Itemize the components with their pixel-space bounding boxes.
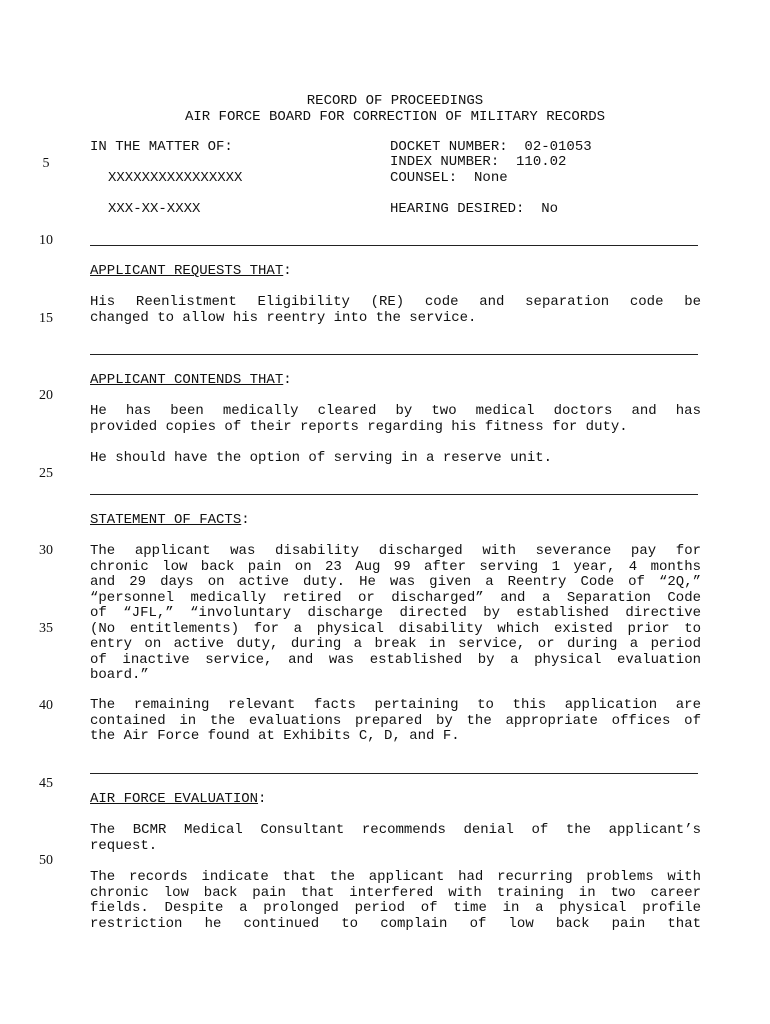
- text-line: of inactive service, and was established by a physical evaluation: [90, 651, 701, 668]
- contends-paragraph-1: [90, 404, 701, 435]
- line-number: 25: [39, 466, 53, 481]
- counsel: COUNSEL: None: [390, 170, 508, 186]
- evaluation-paragraph-1: [90, 823, 701, 854]
- heading-text: APPLICANT CONTENDS THAT: [90, 372, 284, 388]
- section-heading-contends: [90, 373, 292, 389]
- text-line: changed to allow his reentry into the service.: [90, 309, 477, 326]
- index-number: INDEX NUMBER: 110.02: [390, 154, 567, 170]
- facts-paragraph-2: [90, 698, 701, 745]
- line-number: 30: [39, 543, 53, 558]
- line-number: 15: [39, 311, 53, 326]
- line-number: 45: [39, 776, 53, 791]
- section-divider: [90, 354, 698, 355]
- section-heading-facts: [90, 513, 250, 529]
- section-heading-evaluation: [90, 792, 266, 808]
- hearing-desired: HEARING DESIRED: No: [390, 201, 559, 217]
- text-line: chronic low back pain that interfered with training in two career: [90, 884, 701, 901]
- text-line: His Reenlistment Eligibility (RE) code and separation code be: [90, 294, 701, 310]
- document-subtitle: AIR FORCE BOARD FOR CORRECTION OF MILITARY RECORDS: [184, 109, 606, 125]
- text-line: the Air Force found at Exhibits C, D, and F.: [90, 728, 460, 744]
- line-number: 5: [42, 156, 50, 171]
- heading-text: STATEMENT OF FACTS: [90, 512, 242, 528]
- facts-paragraph-1: [90, 544, 701, 684]
- text-line: The BCMR Medical Consultant recommends denial of the applicant’s: [90, 822, 701, 838]
- section-divider: [90, 494, 698, 495]
- text-line: (No entitlements) for a physical disability which existed prior to: [90, 620, 701, 637]
- text-line: “personnel medically retired or discharged” and a Separation Code: [90, 589, 701, 606]
- line-number: 50: [39, 853, 53, 868]
- line-number: 10: [39, 233, 53, 248]
- text-line: of “JFL,” “involuntary discharge directed by established directive: [90, 605, 701, 621]
- docket-number: DOCKET NUMBER: 02-01053: [390, 139, 592, 155]
- matter-label: IN THE MATTER OF:: [90, 139, 233, 155]
- heading-colon: :: [283, 372, 292, 388]
- evaluation-paragraph-2: [90, 870, 701, 932]
- text-line: contained in the evaluations prepared by the appropriate offices of: [90, 712, 701, 729]
- text-line: He has been medically cleared by two medical doctors and has: [90, 403, 701, 419]
- text-line: The records indicate that the applicant had recurring problems with: [90, 869, 701, 885]
- heading-colon: :: [241, 512, 250, 528]
- text-line: The remaining relevant facts pertaining to this application are: [90, 697, 701, 713]
- applicant-ssn: XXX-XX-XXXX: [108, 201, 201, 217]
- text-line: provided copies of their reports regarding his fitness for duty.: [90, 418, 628, 435]
- section-divider: [90, 245, 698, 246]
- heading-text: APPLICANT REQUESTS THAT: [90, 263, 284, 279]
- line-number: 40: [39, 698, 53, 713]
- applicant-name: XXXXXXXXXXXXXXXX: [108, 170, 243, 186]
- line-number: 20: [39, 388, 53, 403]
- requests-paragraph: [90, 295, 701, 326]
- heading-colon: :: [258, 791, 267, 807]
- text-line: fields. Despite a prolonged period of time in a physical profile: [90, 900, 701, 916]
- document-title: RECORD OF PROCEEDINGS: [306, 93, 484, 109]
- contends-paragraph-2: He should have the option of serving in a reserve unit.: [90, 450, 553, 466]
- text-line: request.: [90, 837, 158, 854]
- text-line: The applicant was disability discharged with severance pay for: [90, 543, 701, 559]
- heading-colon: :: [283, 263, 292, 279]
- line-number: 35: [39, 621, 53, 636]
- text-line: chronic low back pain on 23 Aug 99 after serving 1 year, 4 months: [90, 558, 701, 575]
- text-line: restriction he continued to complain of low back pain that: [90, 915, 701, 932]
- section-divider: [90, 773, 698, 774]
- section-heading-requests: [90, 264, 292, 280]
- text-line: board.”: [90, 667, 149, 683]
- heading-text: AIR FORCE EVALUATION: [90, 791, 259, 807]
- text-line: and 29 days on active duty. He was given a Reentry Code of “2Q,”: [90, 574, 701, 590]
- text-line: entry on active duty, during a break in service, or during a period: [90, 636, 701, 652]
